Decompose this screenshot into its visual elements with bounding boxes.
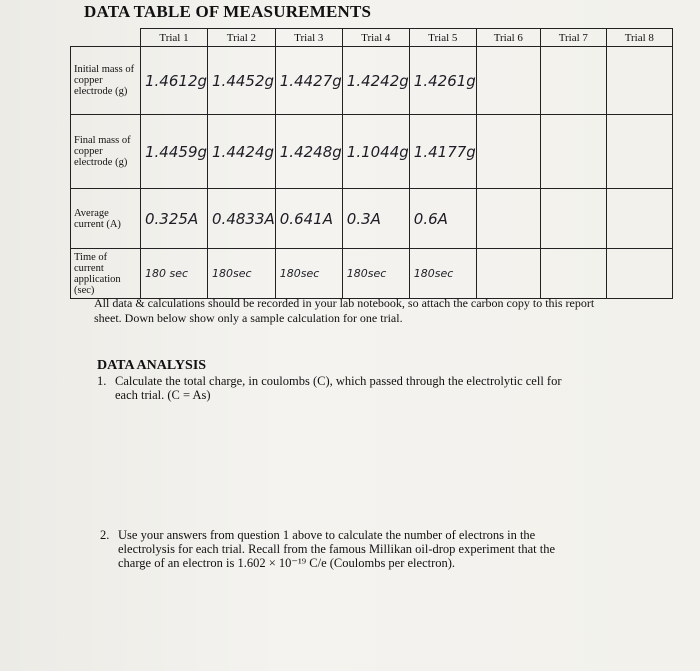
question-2-line-2: electrolysis for each trial. Recall from the famous Millikan oil-drop experiment that the: [118, 542, 556, 556]
analysis-heading: DATA ANALYSIS: [97, 358, 207, 373]
cell-final-mass-trial-2[interactable]: 1.4424g: [208, 115, 276, 189]
cell-final-mass-trial-6[interactable]: [476, 115, 540, 189]
question-2-line-3: charge of an electron is 1.602 × 10⁻¹⁹ C/e (Coulombs per electron).: [118, 556, 456, 570]
footnote: [94, 296, 674, 326]
cell-current-trial-7[interactable]: [540, 189, 606, 249]
cell-initial-mass-trial-4[interactable]: 1.4242g: [342, 47, 409, 115]
col-header-trial-6: Trial 6: [476, 29, 540, 47]
cell-time-trial-1[interactable]: 180 sec: [141, 249, 208, 299]
cell-time-trial-4[interactable]: 180sec: [342, 249, 409, 299]
cell-final-mass-trial-1[interactable]: 1.4459g: [141, 115, 208, 189]
cell-initial-mass-trial-8[interactable]: [606, 47, 672, 115]
cell-final-mass-trial-8[interactable]: [606, 115, 672, 189]
cell-current-trial-2[interactable]: 0.4833A: [208, 189, 276, 249]
cell-time-trial-7[interactable]: [540, 249, 606, 299]
cell-current-trial-8[interactable]: [606, 189, 672, 249]
cell-current-trial-3[interactable]: 0.641A: [275, 189, 342, 249]
col-header-trial-3: Trial 3: [275, 29, 342, 47]
col-header-trial-1: Trial 1: [141, 29, 208, 47]
question-1-line-1: Calculate the total charge, in coulombs (C), which passed through the electrolytic cell for: [115, 374, 562, 388]
question-2-number: 2.: [100, 528, 110, 542]
row-initial-mass: [71, 47, 673, 115]
question-2-body: [118, 528, 555, 570]
question-1-body: [115, 374, 562, 402]
row-label-final-mass: Final mass of copper electrode (g): [71, 115, 141, 189]
cell-initial-mass-trial-3[interactable]: 1.4427g: [275, 47, 342, 115]
question-2-line-1: Use your answers from question 1 above to calculate the number of electrons in the: [118, 528, 536, 542]
cell-current-trial-1[interactable]: 0.325A: [141, 189, 208, 249]
corner-cell: [71, 29, 141, 47]
cell-initial-mass-trial-6[interactable]: [476, 47, 540, 115]
row-time: [71, 249, 673, 299]
row-label-time: Time of current application (sec): [71, 249, 141, 299]
col-header-trial-5: Trial 5: [409, 29, 476, 47]
measurements-table: [70, 28, 673, 299]
question-1-number: 1.: [97, 374, 107, 388]
cell-current-trial-4[interactable]: 0.3A: [342, 189, 409, 249]
cell-initial-mass-trial-7[interactable]: [540, 47, 606, 115]
footnote-line-1: All data & calculations should be recorded in your lab notebook, so attach the carbon copy to this report: [94, 296, 595, 310]
col-header-trial-4: Trial 4: [342, 29, 409, 47]
cell-initial-mass-trial-1[interactable]: 1.4612g: [141, 47, 208, 115]
cell-final-mass-trial-3[interactable]: 1.4248g: [275, 115, 342, 189]
cell-final-mass-trial-7[interactable]: [540, 115, 606, 189]
cell-initial-mass-trial-5[interactable]: 1.4261g: [409, 47, 476, 115]
cell-initial-mass-trial-2[interactable]: 1.4452g: [208, 47, 276, 115]
cell-final-mass-trial-5[interactable]: 1.4177g: [409, 115, 476, 189]
cell-time-trial-2[interactable]: 180sec: [208, 249, 276, 299]
cell-final-mass-trial-4[interactable]: 1.1044g: [342, 115, 409, 189]
row-label-average-current: Average current (A): [71, 189, 141, 249]
cell-time-trial-5[interactable]: 180sec: [409, 249, 476, 299]
row-label-initial-mass: Initial mass of copper electrode (g): [71, 47, 141, 115]
question-1: [97, 374, 657, 402]
question-1-line-2: each trial. (C = As): [115, 388, 211, 402]
cell-current-trial-6[interactable]: [476, 189, 540, 249]
question-2: [100, 528, 660, 570]
cell-time-trial-3[interactable]: 180sec: [275, 249, 342, 299]
cell-time-trial-8[interactable]: [606, 249, 672, 299]
row-final-mass: [71, 115, 673, 189]
col-header-trial-7: Trial 7: [540, 29, 606, 47]
col-header-trial-8: Trial 8: [606, 29, 672, 47]
cell-time-trial-6[interactable]: [476, 249, 540, 299]
footnote-line-2: sheet. Down below show only a sample calculation for one trial.: [94, 311, 403, 325]
row-average-current: [71, 189, 673, 249]
header-row: [71, 29, 673, 47]
col-header-trial-2: Trial 2: [208, 29, 276, 47]
cell-current-trial-5[interactable]: 0.6A: [409, 189, 476, 249]
page-title: DATA TABLE OF MEASUREMENTS: [84, 2, 372, 21]
